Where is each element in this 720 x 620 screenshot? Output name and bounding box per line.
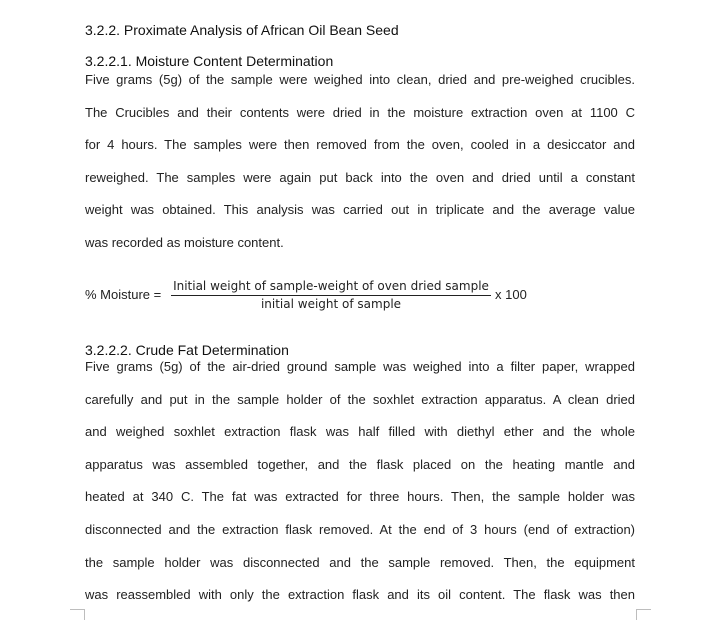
crude-fat-line: Five grams (5g) of the air-dried ground sample was weighed into a filter paper, wrapped xyxy=(85,359,635,374)
formula-label: % Moisture = xyxy=(85,287,162,302)
moisture-line: reweighed. The samples were again put back into the oven and dried until a constant xyxy=(85,169,635,185)
crude-fat-line: disconnected and the extraction flask removed. At the end of 3 hours (end of extraction) xyxy=(85,521,635,537)
page-corner-mark-left xyxy=(70,609,85,620)
crude-fat-line: and weighed soxhlet extraction flask was half filled with diethyl ether and the whole xyxy=(85,424,635,440)
crude-fat-line: apparatus was assembled together, and the flask placed on the heating mantle and xyxy=(85,456,635,472)
page-corner-mark-right xyxy=(636,609,651,620)
moisture-line: for 4 hours. The samples were then removed from the oven, cooled in a desiccator and xyxy=(85,137,635,153)
moisture-line: was recorded as moisture content. xyxy=(85,234,284,250)
formula-fraction xyxy=(171,278,491,313)
crude-fat-subheading: 3.2.2.2. Crude Fat Determination xyxy=(85,342,289,358)
moisture-paragraph xyxy=(85,71,635,267)
moisture-subheading: 3.2.2.1. Moisture Content Determination xyxy=(85,53,334,69)
formula-numerator: Initial weight of sample-weight of oven dried sample xyxy=(171,278,491,296)
formula-denominator: initial weight of sample xyxy=(260,297,402,311)
crude-fat-line: the sample holder was disconnected and the sample removed. Then, the equipment xyxy=(85,554,635,570)
crude-fat-line: carefully and put in the sample holder of the soxhlet extraction apparatus. A clean dried xyxy=(85,391,635,407)
moisture-line: The Crucibles and their contents were dried in the moisture extraction oven at 1100 C xyxy=(85,104,635,120)
moisture-line: Five grams (5g) of the sample were weighed into clean, dried and pre-weighed crucibles. xyxy=(85,72,635,87)
crude-fat-line: was reassembled with only the extraction flask and its oil content. The flask was then xyxy=(85,587,635,603)
moisture-line: weight was obtained. This analysis was carried out in triplicate and the average value xyxy=(85,202,635,218)
section-heading: 3.2.2. Proximate Analysis of African Oil Bean Seed xyxy=(85,22,399,38)
moisture-formula xyxy=(85,278,565,318)
crude-fat-paragraph xyxy=(85,358,635,619)
crude-fat-line: heated at 340 C. The fat was extracted for three hours. Then, the sample holder was xyxy=(85,489,635,505)
formula-multiplier: x 100 xyxy=(495,287,527,302)
